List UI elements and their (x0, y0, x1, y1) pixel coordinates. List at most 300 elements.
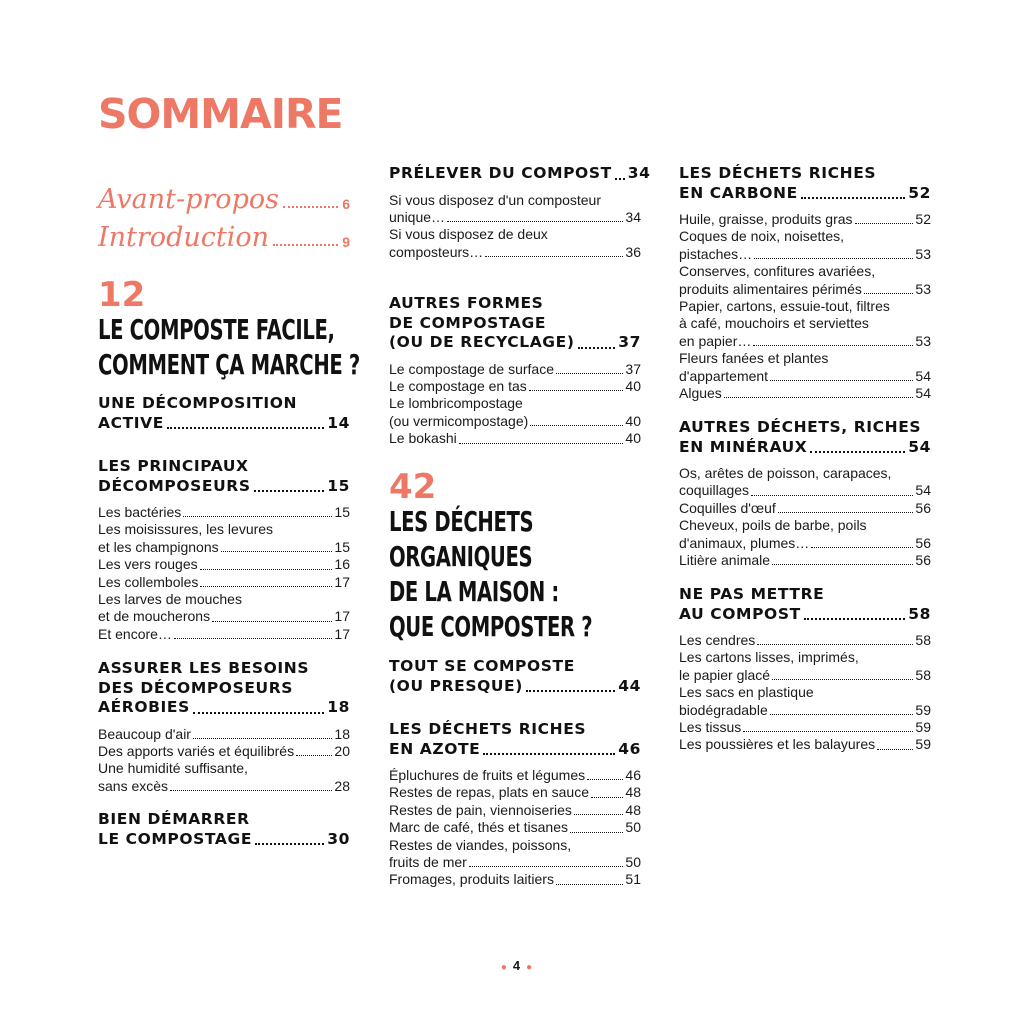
page-number: 4 (512, 958, 521, 973)
toc-section[interactable] (98, 394, 350, 433)
dot-leader (724, 397, 914, 398)
section-text: TOUT SE COMPOSTE (389, 657, 575, 675)
toc-entry[interactable] (389, 871, 641, 888)
footer-dot-icon: ● (526, 962, 533, 973)
toc-introduction[interactable] (98, 224, 350, 251)
toc-avant-propos[interactable] (98, 186, 350, 213)
section-text: LES PRINCIPAUX (98, 457, 249, 475)
toc-entry[interactable] (679, 385, 931, 402)
section-line (98, 477, 350, 497)
dot-leader (212, 621, 332, 622)
dot-leader (578, 347, 616, 349)
toc-entry-list (389, 767, 641, 889)
section-text: NE PAS METTRE (679, 585, 825, 603)
section-line (679, 438, 931, 458)
section-text: (OU DE RECYCLAGE) (389, 333, 575, 351)
dot-leader (778, 512, 914, 513)
entry-line (389, 378, 641, 395)
section-text: LES DÉCHETS RICHES (389, 720, 587, 738)
section-line (98, 830, 350, 850)
dot-leader (526, 690, 615, 692)
entry-line (679, 482, 931, 499)
entry-page: 40 (625, 377, 641, 394)
section-line (98, 659, 350, 679)
entry-text: Les poussières et les balayures (679, 736, 876, 753)
toc-entry[interactable] (389, 767, 641, 784)
toc-section[interactable] (679, 164, 931, 203)
toc-entry[interactable] (98, 521, 350, 556)
dot-leader (193, 738, 332, 739)
toc-entry[interactable] (389, 378, 641, 395)
entry-line (679, 632, 931, 649)
dot-leader (283, 206, 338, 208)
section-text: LES DÉCHETS RICHES (679, 164, 877, 182)
entry-line (679, 500, 931, 517)
page-footer (0, 958, 1033, 973)
entry-text: Litière animale (679, 552, 771, 569)
toc-entry[interactable] (389, 395, 641, 430)
section-page: 30 (327, 829, 350, 848)
dot-leader (459, 443, 624, 444)
entry-text: Les sacs en plastique (679, 684, 814, 701)
section-text: EN CARBONE (679, 183, 798, 202)
dot-leader (811, 547, 913, 548)
toc-section[interactable] (98, 810, 350, 849)
entry-text: Les larves de mouches (98, 591, 242, 608)
entry-text: Et encore… (98, 625, 172, 642)
dot-leader (772, 564, 913, 565)
toc-entry[interactable] (98, 504, 350, 521)
entry-page: 52 (915, 211, 931, 227)
section-text: DÉCOMPOSEURS (98, 476, 251, 495)
chapter-1-title (98, 312, 360, 382)
entry-text: coquillages (679, 482, 750, 499)
entry-text: Coques de noix, noisettes, (679, 228, 844, 245)
entry-line (98, 778, 350, 795)
dot-leader (254, 490, 325, 492)
entry-text: et de moucherons (98, 608, 211, 625)
chapter-2-title-line: DE LA MAISON : (389, 575, 559, 608)
toc-entry-list (679, 465, 931, 569)
section-line (679, 164, 931, 184)
dot-leader (170, 790, 332, 791)
section-page: 52 (908, 183, 931, 202)
entry-text: biodégradable (679, 701, 768, 718)
section-text: AUTRES FORMES (389, 294, 544, 312)
entry-line (679, 552, 931, 569)
entry-line (98, 608, 350, 625)
toc-entry[interactable] (389, 819, 641, 836)
entry-page: 53 (915, 280, 931, 297)
section-line (679, 585, 931, 605)
entry-text: Coquilles d'œuf (679, 499, 776, 516)
entry-text: Papier, cartons, essuie-tout, filtres (679, 298, 890, 315)
entry-text: Le lombricompostage (389, 395, 523, 412)
entry-line (679, 263, 931, 280)
entry-text: d'appartement (679, 367, 769, 384)
entry-text: Le compostage en tas (389, 377, 527, 394)
dot-leader (193, 712, 324, 714)
section-text: EN MINÉRAUX (679, 437, 808, 456)
toc-entry[interactable] (679, 517, 931, 552)
section-page: 14 (327, 413, 350, 432)
chapter-2-number: 42 (389, 467, 437, 507)
dot-leader (556, 884, 623, 885)
entry-line (679, 246, 931, 263)
entry-text: composteurs… (389, 243, 484, 260)
entry-page: 53 (915, 245, 931, 262)
dot-leader (615, 178, 625, 180)
entry-text: Les vers rouges (98, 556, 198, 573)
introduction-page: 9 (342, 234, 350, 250)
entry-line (389, 226, 641, 243)
section-page: 46 (618, 739, 641, 758)
dot-leader (801, 197, 905, 199)
entry-page: 56 (915, 552, 931, 569)
toc-entry-list (389, 361, 641, 448)
dot-leader (855, 223, 914, 224)
chapter-2-title-line: ORGANIQUES (389, 540, 533, 573)
toc-section[interactable] (98, 457, 350, 496)
dot-leader (183, 516, 332, 517)
entry-line (98, 626, 350, 643)
entry-text: Si vous disposez de deux (389, 226, 548, 243)
entry-text: sans excès (98, 777, 169, 794)
entry-text: Fleurs fanées et plantes (679, 350, 829, 367)
entry-line (98, 539, 350, 556)
entry-line (679, 465, 931, 482)
entry-text: fruits de mer (389, 854, 467, 871)
section-page: 44 (618, 676, 641, 695)
dot-leader (587, 779, 623, 780)
entry-text: Restes de repas, plats en sauce (389, 784, 590, 801)
toc-section[interactable] (389, 294, 641, 353)
dot-leader (751, 495, 913, 496)
dot-leader (174, 638, 332, 639)
entry-page: 48 (625, 801, 641, 818)
toc-entry[interactable] (679, 719, 931, 736)
entry-text: à café, mouchoirs et serviettes (679, 315, 869, 332)
toc-section[interactable] (679, 418, 931, 457)
section-text: EN AZOTE (389, 739, 481, 758)
entry-line (98, 556, 350, 573)
entry-text: Huile, graisse, produits gras (679, 211, 853, 227)
toc-entry[interactable] (679, 736, 931, 753)
toc-entry[interactable] (389, 361, 641, 378)
dot-leader (810, 451, 905, 453)
toc-entry-list (679, 632, 931, 754)
entry-text: Épluchures de fruits et légumes (389, 767, 586, 783)
entry-page: 48 (625, 784, 641, 801)
toc-entry[interactable] (679, 298, 931, 350)
entry-page: 56 (915, 534, 931, 551)
entry-text: Le bokashi (389, 430, 457, 447)
entry-line (98, 760, 350, 777)
section-line (98, 810, 350, 830)
toc-section[interactable] (389, 164, 651, 184)
section-line (98, 394, 350, 414)
entry-text: Conserves, confitures avariées, (679, 263, 876, 280)
entry-text: unique… (389, 208, 446, 225)
section-text: LE COMPOSTAGE (98, 829, 253, 848)
entry-text: Les moisissures, les levures (98, 521, 274, 538)
entry-line (98, 726, 350, 743)
dot-leader (167, 427, 324, 429)
section-text: DES DÉCOMPOSEURS (98, 678, 294, 697)
section-line (98, 698, 350, 718)
entry-text: Une humidité suffisante, (98, 760, 248, 777)
entry-line (389, 784, 641, 801)
entry-line (679, 702, 931, 719)
entry-line (389, 192, 641, 209)
section-line (389, 657, 641, 677)
section-line (389, 314, 641, 334)
dot-leader (255, 843, 324, 845)
footer-dot-icon: ● (500, 962, 507, 973)
dot-leader (574, 814, 624, 815)
dot-leader (591, 797, 623, 798)
entry-page: 17 (334, 625, 350, 642)
section-text: ACTIVE (98, 413, 164, 432)
toc-entry-list (389, 192, 641, 262)
dot-leader (753, 345, 913, 346)
entry-text: le papier glacé (679, 666, 771, 683)
entry-page: 54 (915, 367, 931, 384)
dot-leader (877, 749, 913, 750)
entry-line (389, 837, 641, 854)
section-text: BIEN DÉMARRER (98, 810, 250, 828)
page-title: SOMMAIRE (98, 90, 343, 138)
toc-entry[interactable] (389, 837, 641, 872)
entry-line (389, 395, 641, 412)
toc-entry[interactable] (679, 500, 931, 517)
section-line (389, 164, 651, 184)
toc-entry[interactable] (679, 211, 931, 228)
toc-entry[interactable] (389, 802, 641, 819)
toc-entry[interactable] (389, 226, 641, 261)
dot-leader (200, 586, 332, 587)
entry-line (389, 819, 641, 836)
toc-entry[interactable] (389, 192, 641, 227)
entry-page: 59 (915, 719, 931, 736)
toc-entry-list (679, 211, 931, 402)
entry-text: en papier… (679, 332, 752, 349)
entry-line (389, 209, 641, 226)
entry-line (98, 574, 350, 591)
entry-line (679, 350, 931, 367)
entry-page: 51 (625, 871, 641, 888)
entry-line (389, 767, 641, 784)
dot-leader (770, 714, 914, 715)
entry-text: Fromages, produits laitiers (389, 871, 554, 888)
entry-text: Les tissus (679, 719, 742, 736)
dot-leader (743, 731, 913, 732)
entry-line (679, 315, 931, 332)
toc-section[interactable] (389, 657, 641, 696)
dot-leader (529, 390, 624, 391)
entry-page: 16 (334, 556, 350, 573)
entry-text: Cheveux, poils de barbe, poils (679, 517, 867, 534)
dot-leader (570, 832, 623, 833)
dot-leader (483, 753, 615, 755)
entry-text: et les champignons (98, 538, 219, 555)
entry-page: 40 (625, 412, 641, 429)
entry-page: 54 (915, 385, 931, 402)
chapter-2-title (389, 504, 592, 644)
section-line (679, 418, 931, 438)
dot-leader (770, 380, 913, 381)
section-line (679, 605, 931, 625)
entry-line (389, 361, 641, 378)
entry-page: 59 (915, 701, 931, 718)
chapter-2-title-line: QUE COMPOSTER ? (389, 610, 593, 643)
entry-text: Les cendres (679, 632, 756, 648)
entry-page: 40 (625, 430, 641, 447)
section-text: ASSURER LES BESOINS (98, 659, 310, 677)
entry-text: (ou vermicompostage) (389, 412, 529, 429)
dot-leader (804, 618, 905, 620)
entry-line (98, 743, 350, 760)
entry-page: 17 (334, 573, 350, 590)
section-page: 37 (618, 333, 641, 351)
entry-line (679, 368, 931, 385)
entry-page: 59 (915, 736, 931, 753)
entry-page: 18 (334, 725, 350, 742)
toc-entry-list (98, 504, 350, 643)
toc-entry[interactable] (389, 784, 641, 801)
toc-entry[interactable] (98, 743, 350, 760)
toc-entry[interactable] (98, 760, 350, 795)
section-text: PRÉLEVER DU COMPOST (389, 164, 612, 182)
toc-entry[interactable] (679, 465, 931, 500)
entry-line (389, 871, 641, 888)
entry-line (389, 854, 641, 871)
section-page: 54 (908, 437, 931, 456)
dot-leader (447, 221, 623, 222)
entry-page: 53 (915, 332, 931, 349)
section-line (389, 294, 641, 314)
entry-line (679, 385, 931, 402)
entry-page: 58 (915, 666, 931, 683)
entry-page: 56 (915, 499, 931, 516)
entry-text: Les collemboles (98, 573, 199, 590)
section-line (679, 184, 931, 204)
toc-section[interactable] (389, 720, 641, 759)
chapter-1-number: 12 (98, 275, 146, 315)
entry-text: Des apports variés et équilibrés (98, 742, 295, 759)
entry-line (98, 591, 350, 608)
toc-entry[interactable] (679, 263, 931, 298)
entry-text: Marc de café, thés et tisanes (389, 819, 568, 836)
section-text: UNE DÉCOMPOSITION (98, 394, 298, 412)
dot-leader (864, 293, 914, 294)
chapter-2-title-line: LES DÉCHETS (389, 505, 534, 538)
entry-line (389, 802, 641, 819)
entry-line (679, 684, 931, 701)
section-text: DE COMPOSTAGE (389, 313, 547, 332)
entry-page: 46 (625, 767, 641, 783)
section-line (98, 679, 350, 699)
entry-text: Beaucoup d'air (98, 725, 191, 742)
dot-leader (469, 866, 624, 867)
toc-entry[interactable] (98, 726, 350, 743)
section-line (98, 457, 350, 477)
section-line (389, 720, 641, 740)
entry-page: 36 (625, 243, 641, 260)
entry-text: d'animaux, plumes… (679, 534, 810, 551)
entry-line (679, 333, 931, 350)
toc-entry[interactable] (679, 228, 931, 263)
entry-text: produits alimentaires périmés (679, 280, 862, 297)
dot-leader (485, 256, 623, 257)
entry-page: 58 (915, 632, 931, 648)
entry-line (389, 413, 641, 430)
entry-line (679, 211, 931, 228)
entry-line (389, 244, 641, 261)
chapter-1-title-line: LE COMPOSTE FACILE, (98, 313, 335, 346)
toc-entry[interactable] (679, 552, 931, 569)
avant-propos-label: Avant-propos (98, 184, 279, 215)
entry-page: 20 (334, 742, 350, 759)
entry-text: Restes de viandes, poissons, (389, 836, 572, 853)
entry-text: Si vous disposez d'un composteur (389, 191, 602, 208)
toc-entry[interactable] (98, 591, 350, 626)
section-line (389, 740, 641, 760)
entry-page: 34 (625, 208, 641, 225)
entry-page: 28 (334, 777, 350, 794)
toc-entry[interactable] (389, 430, 641, 447)
entry-page: 50 (625, 819, 641, 836)
toc-entry[interactable] (98, 574, 350, 591)
entry-page: 50 (625, 854, 641, 871)
chapter-1-title-line: COMMENT ÇA MARCHE ? (98, 348, 360, 381)
entry-line (389, 430, 641, 447)
entry-line (679, 667, 931, 684)
entry-page: 15 (334, 538, 350, 555)
introduction-label: Introduction (98, 222, 269, 253)
dot-leader (757, 644, 913, 645)
dot-leader (754, 258, 913, 259)
entry-line (679, 281, 931, 298)
toc-section[interactable] (98, 659, 350, 718)
section-page: 34 (627, 164, 651, 182)
section-text: AU COMPOST (679, 604, 801, 623)
entry-text: Restes de pain, viennoiseries (389, 801, 572, 818)
toc-entry[interactable] (98, 626, 350, 643)
toc-entry[interactable] (679, 684, 931, 719)
toc-entry[interactable] (679, 350, 931, 385)
toc-entry[interactable] (98, 556, 350, 573)
entry-text: Algues (679, 385, 722, 402)
dot-leader (221, 551, 333, 552)
entry-line (679, 298, 931, 315)
section-line (389, 677, 641, 697)
entry-line (679, 649, 931, 666)
entry-line (98, 504, 350, 521)
section-page: 18 (327, 698, 350, 716)
dot-leader (200, 569, 333, 570)
toc-section[interactable] (679, 585, 931, 624)
dot-leader (296, 755, 332, 756)
entry-line (679, 228, 931, 245)
toc-entry[interactable] (679, 649, 931, 684)
entry-line (679, 517, 931, 534)
entry-text: pistaches… (679, 245, 753, 262)
toc-entry[interactable] (679, 632, 931, 649)
entry-page: 15 (334, 504, 350, 520)
dot-leader (556, 373, 623, 374)
dot-leader (530, 425, 623, 426)
